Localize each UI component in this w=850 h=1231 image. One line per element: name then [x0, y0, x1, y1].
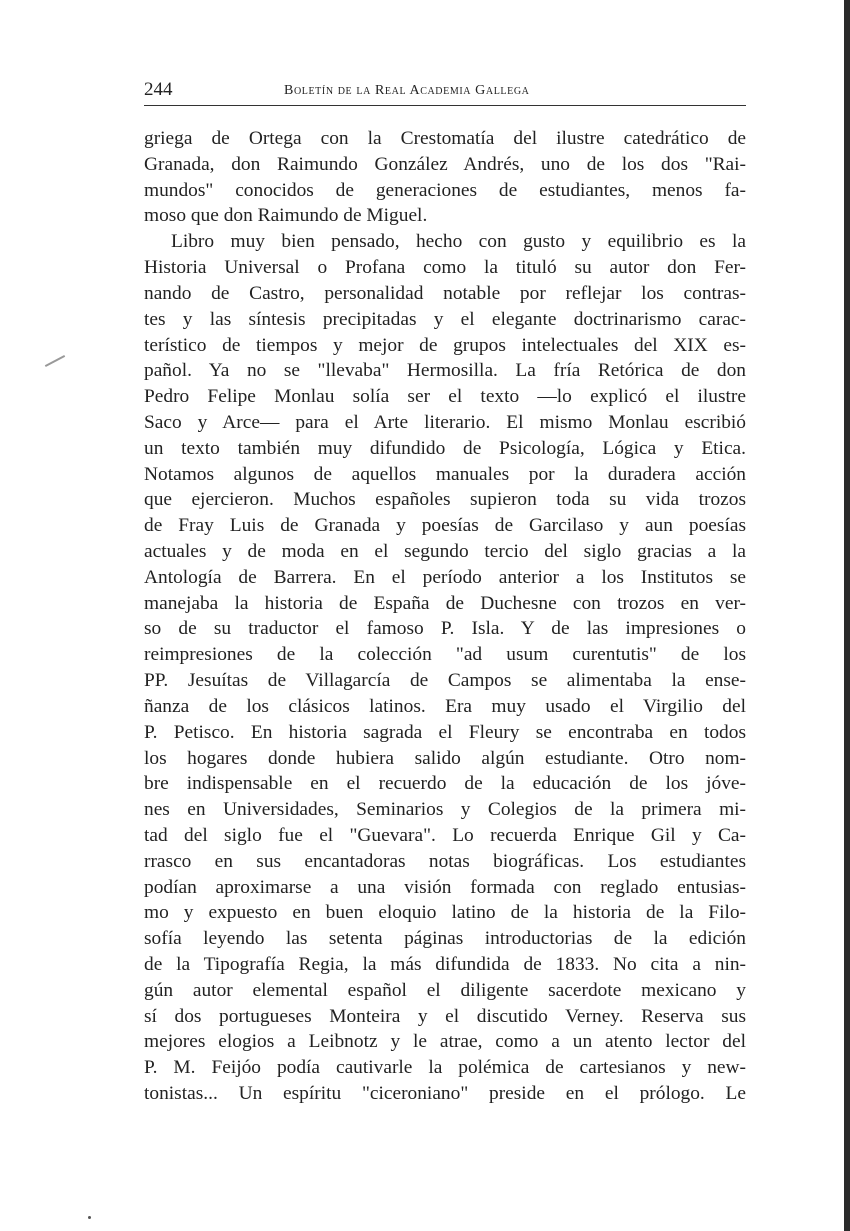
scan-edge — [844, 0, 850, 1231]
text-line: mejores elogios a Leibnotz y le atrae, como a un atento lector del — [144, 1031, 746, 1053]
text-line: Libro muy bien pensado, hecho con gusto y equilibrio es la — [171, 231, 746, 253]
text-line: terístico de tiempos y mejor de grupos intelectuales del XIX es- — [144, 334, 746, 356]
text-line: gún autor elemental español el diligente sacerdote mexicano y — [144, 979, 746, 1001]
text-line: bre indispensable en el recuerdo de la educación de los jóve- — [144, 773, 746, 795]
text-line: tad del siglo fue el "Guevara". Lo recuerda Enrique Gil y Ca- — [144, 824, 746, 846]
text-line: tes y las síntesis precipitadas y el elegante doctrinarismo carac- — [144, 308, 746, 330]
text-line: moso que don Raimundo de Miguel. — [144, 205, 428, 227]
text-line: actuales y de moda en el segundo tercio del siglo gracias a la — [144, 541, 746, 562]
text-line: que ejercieron. Muchos españoles supieron toda su vida trozos — [144, 489, 746, 511]
header-rule — [144, 105, 746, 106]
text-line: los hogares donde hubiera salido algún estudiante. Otro nom- — [144, 747, 746, 769]
margin-pencil-mark — [45, 355, 65, 367]
text-line: pañol. Ya no se "llevaba" Hermosilla. La fría Retórica de don — [144, 360, 746, 382]
running-title: Boletín de la Real Academia Gallega — [284, 83, 530, 98]
text-line: Notamos algunos de aquellos manuales por la duradera acción — [144, 463, 746, 485]
text-line: Granada, don Raimundo González Andrés, uno de los dos "Rai- — [144, 153, 746, 175]
text-line: de Fray Luis de Granada y poesías de Garcilaso y aun poesías — [144, 515, 746, 537]
text-line: tonistas... Un espíritu "ciceroniano" preside en el prólogo. Le — [144, 1083, 746, 1105]
text-line: nes en Universidades, Seminarios y Colegios de la primera mi- — [144, 799, 746, 821]
text-line: sofía leyendo las setenta páginas introductorias de la edición — [144, 928, 746, 950]
text-line: mo y expuesto en buen eloquio latino de la historia de la Filo- — [144, 902, 746, 924]
text-line: Historia Universal o Profana como la tituló su autor don Fer- — [144, 257, 746, 279]
text-line: so de su traductor el famoso P. Isla. Y de las impresiones o — [144, 618, 746, 640]
text-line: mundos" conocidos de generaciones de estudiantes, menos fa- — [144, 179, 746, 201]
page-speck — [88, 1216, 91, 1219]
text-line: reimpresiones de la colección "ad usum curentutis" de los — [144, 644, 746, 666]
text-line: griega de Ortega con la Crestomatía del ilustre catedrático de — [144, 128, 746, 149]
text-line: P. Petisco. En historia sagrada el Fleury se encontraba en todos — [144, 721, 746, 743]
text-line: P. M. Feijóo podía cautivarle la polémica de cartesianos y new- — [144, 1057, 746, 1079]
body-text — [144, 126, 746, 1107]
page-header — [144, 78, 746, 102]
text-line: rrasco en sus encantadoras notas biográficas. Los estudiantes — [144, 850, 746, 872]
text-line: manejaba la historia de España de Duchesne con trozos en ver- — [144, 592, 746, 614]
text-line: Antología de Barrera. En el período anterior a los Institutos se — [144, 566, 746, 588]
page-number: 244 — [144, 79, 173, 100]
text-line: podían aproximarse a una visión formada con reglado entusias- — [144, 876, 746, 898]
text-line: un texto también muy difundido de Psicología, Lógica y Etica. — [144, 437, 746, 459]
text-line: sí dos portugueses Monteira y el discutido Verney. Reserva sus — [144, 1005, 746, 1027]
text-line: ñanza de los clásicos latinos. Era muy usado el Virgilio del — [144, 695, 746, 717]
text-line: de la Tipografía Regia, la más difundida de 1833. No cita a nin- — [144, 954, 746, 975]
text-line: Saco y Arce— para el Arte literario. El mismo Monlau escribió — [144, 411, 746, 433]
text-line: nando de Castro, personalidad notable por reflejar los contras- — [144, 282, 746, 304]
text-line: Pedro Felipe Monlau solía ser el texto —lo explicó el ilustre — [144, 386, 746, 408]
text-line: PP. Jesuítas de Villagarcía de Campos se alimentaba la ense- — [144, 670, 746, 692]
